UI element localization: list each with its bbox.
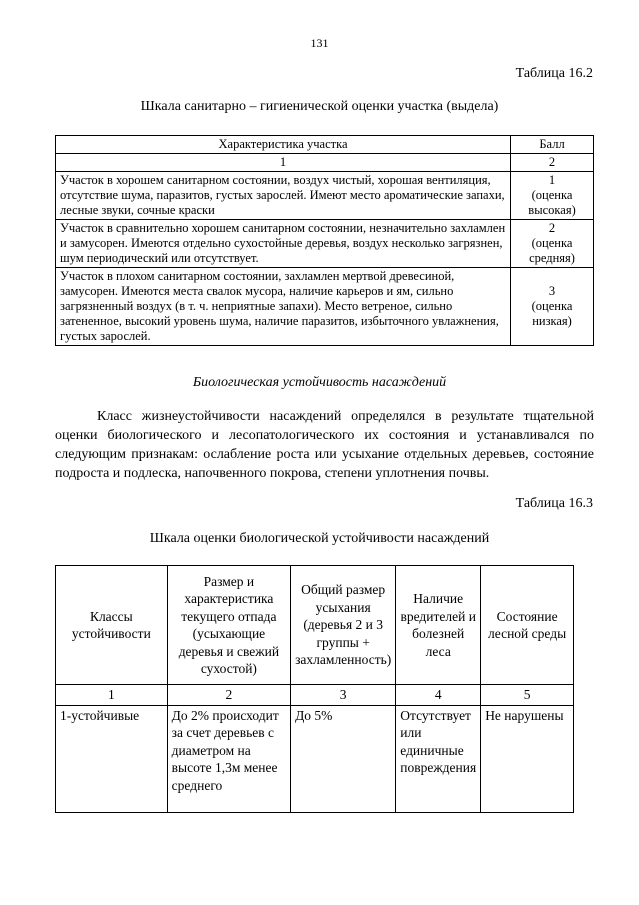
column-number: 2 <box>167 685 290 706</box>
table-16-3-caption: Шкала оценки биологической устойчивости насаждений <box>149 531 490 546</box>
table-row <box>56 220 594 268</box>
score-cell <box>511 220 594 268</box>
column-number: 1 <box>56 685 168 706</box>
section-title: Биологическая устойчивость насаждений <box>192 375 447 390</box>
column-number: 3 <box>291 685 396 706</box>
score-value: 2 <box>548 221 556 235</box>
body-paragraph: Класс жизнеустойчивости насаждений определялся в результате тщательной оценки биологического и лесопатологического их состояния и устанавливался по следующим признакам: ослабление роста или усыхание отдельных деревьев, состояние подроста и подлеска, напочвенного покрова, степени уплотнения почвы. <box>55 409 594 481</box>
score-grade: (оценка средняя) <box>529 236 575 265</box>
header-site-characteristic: Характеристика участка <box>56 136 511 154</box>
site-description: Участок в сравнительно хорошем санитарном состоянии, незначительно захламлен и замусорен. Имеются отдельно сухостойные деревья, воздух несколько загрязнен, шум периодический или отсутствует. <box>56 220 511 268</box>
pests-cell: Отсутствует или единичные повреждения <box>396 705 481 812</box>
header-total-drying: Общий размер усыхания (деревья 2 и 3 группы + захламленность) <box>291 566 396 685</box>
header-pests-diseases: Наличие вредителей и болезней леса <box>396 566 481 685</box>
table-header-row <box>56 136 594 154</box>
score-value: 3 <box>548 284 556 298</box>
column-number: 1 <box>56 154 511 172</box>
environment-cell: Не нарушены <box>481 705 574 812</box>
column-number: 5 <box>481 685 574 706</box>
table-16-3-label: Таблица 16.3 <box>515 496 593 511</box>
table-16-2-label: Таблица 16.2 <box>515 66 593 81</box>
stability-class-cell: 1-устойчивые <box>56 705 168 812</box>
biological-stability-table <box>55 565 574 813</box>
column-number: 4 <box>396 685 481 706</box>
table-number-row <box>56 685 574 706</box>
table-row <box>56 172 594 220</box>
sanitary-hygienic-table <box>55 135 594 346</box>
score-cell <box>511 268 594 346</box>
score-grade: (оценка высокая) <box>528 188 576 217</box>
header-forest-environment: Состояние лесной среды <box>481 566 574 685</box>
dieback-cell: До 2% происходит за счет деревьев с диаметром на высоте 1,3м менее среднего <box>167 705 290 812</box>
table-number-row <box>56 154 594 172</box>
site-description: Участок в хорошем санитарном состоянии, воздух чистый, хорошая вентиляция, отсутствие шума, паразитов, густых зарослей. Имеют место ароматические запахи, лесные звуки, сочные краски <box>56 172 511 220</box>
drying-cell: До 5% <box>291 705 396 812</box>
site-description: Участок в плохом санитарном состоянии, захламлен мертвой древесиной, замусорен. Имеются места свалок мусора, наличие карьеров и ям, сильно загрязненный воздух (в т. ч. неприятные запахи). Место ветреное, сильно затененное, высокий уровень шума, наличие паразитов, избыточного увлажнения, густых зарослей. <box>56 268 511 346</box>
column-number: 2 <box>511 154 594 172</box>
table-16-2-caption: Шкала санитарно – гигиенической оценки участка (выдела) <box>140 99 499 114</box>
header-score: Балл <box>511 136 594 154</box>
page-number: 131 <box>310 36 329 50</box>
score-value: 1 <box>548 173 556 187</box>
table-header-row <box>56 566 574 685</box>
header-stability-classes: Классы устойчивости <box>56 566 168 685</box>
table-row <box>56 705 574 812</box>
score-grade: (оценка низкая) <box>531 299 573 328</box>
score-cell <box>511 172 594 220</box>
header-current-dieback: Размер и характеристика текущего отпада (усыхающие деревья и свежий сухостой) <box>167 566 290 685</box>
table-row <box>56 268 594 346</box>
